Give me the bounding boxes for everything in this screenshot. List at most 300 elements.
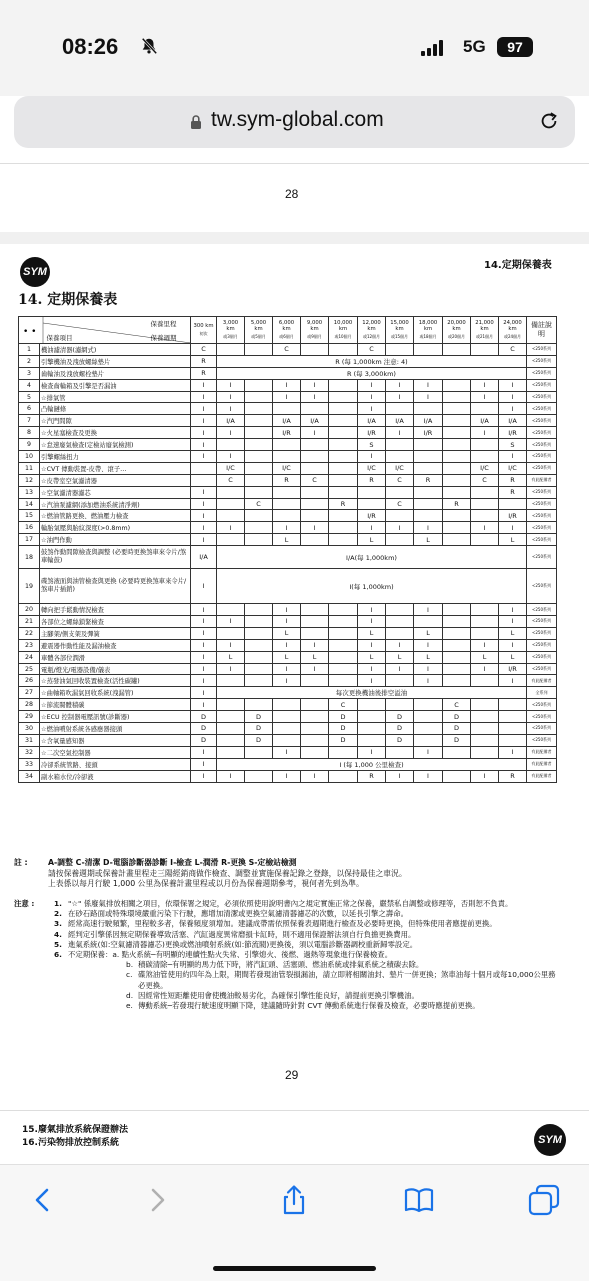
schedule-cell [217,510,245,522]
schedule-cell [329,415,358,427]
schedule-cell [273,699,301,711]
item-name: 鼓煞作動間隙檢查與調整 (必要時更換煞車來令片/煞車輪鼓) [40,546,191,569]
item-name: 轉向把手鬆動情況檢查 [40,604,191,616]
row-number: 10 [19,451,40,463]
schedule-cell: C [443,699,471,711]
schedule-cell [245,604,273,616]
schedule-cell [245,462,273,474]
subnote-text: 積碳清除─有明顯的馬力低下時，將汽缸頭、活塞頭、燃油系統或排氣系統之積碳去除。 [138,960,424,970]
schedule-cell: I [191,415,217,427]
schedule-cell: I [499,616,527,628]
schedule-cell [471,486,499,498]
schedule-cell: L [358,534,386,546]
schedule-cell: I [273,379,301,391]
mileage-header [386,317,414,344]
schedule-cell [471,616,499,628]
schedule-cell: D [443,723,471,735]
schedule-cell: I [358,403,386,415]
subnote-item [14,1001,559,1011]
schedule-cell: I/A [273,415,301,427]
period-value: 初次 [199,331,208,336]
schedule-cell: I [217,427,245,439]
note-text: 不定期保養：a. 點火系統─有明顯的連續性點火失常、引擎熄火、後燃、過熱等現象進行保養檢查。 [68,950,393,960]
row-number: 15 [19,510,40,522]
status-time: 08:26 [62,34,119,59]
lock-icon [190,114,202,130]
item-name: ☆蒸發油氣回收裝置檢查(活性碳罐) [40,675,191,687]
schedule-cell [329,462,358,474]
row-number: 19 [19,569,40,604]
page-gap [0,232,589,244]
schedule-cell [471,723,499,735]
item-name: ☆節流閥體積碳 [40,699,191,711]
subnote-text: 碟煞油管使用約四年為上限，期間若發現油管裂損漏油，請立即將相關油封、墊片一併更換；煞車油每十個月或每10,000公里務必更換。 [138,970,556,990]
period-value: 或20個月 [447,334,466,339]
schedule-cell: I [191,770,217,782]
schedule-cell: D [245,711,273,723]
schedule-cell: I/C [471,462,499,474]
schedule-cell [273,486,301,498]
item-name: 引擎機油及洩放螺絲墊片 [40,355,191,367]
period-value: 或5個月 [251,334,266,339]
schedule-cell [443,616,471,628]
row-note: <250系列 [527,546,557,569]
schedule-cell [329,522,358,534]
row-note: <250系列 [527,651,557,663]
schedule-cell [217,604,245,616]
tabs-icon[interactable] [527,1183,561,1217]
schedule-cell: R [191,367,217,379]
row-note: 有此配備者 [527,758,557,770]
schedule-cell [471,675,499,687]
schedule-cell: R [329,498,358,510]
note-number: 4. [54,929,62,939]
schedule-cell: I [358,451,386,463]
period-value: 或6個月 [279,334,294,339]
schedule-cell: I/C [217,462,245,474]
schedule-cell: I [191,699,217,711]
schedule-cell [358,723,386,735]
row-note: <250系列 [527,403,557,415]
sym-logo: SYM [534,1124,566,1156]
schedule-cell [245,534,273,546]
item-name: 車體各部位潤滑 [40,651,191,663]
item-name: 輪胎氣壓與胎紋深度(>0.8mm) [40,522,191,534]
page-number-bottom: 29 [285,1068,299,1082]
schedule-cell [191,474,217,486]
schedule-cell [499,711,527,723]
schedule-cell: I [191,675,217,687]
schedule-cell: I [358,616,386,628]
browser-toolbar [0,1164,589,1281]
schedule-cell: I [301,663,329,675]
schedule-cell [245,639,273,651]
schedule-cell: I [386,770,414,782]
table-row [19,627,557,639]
schedule-cell: C [386,498,414,510]
schedule-cell [414,344,443,356]
schedule-cell: C [273,344,301,356]
schedule-cell [414,498,443,510]
schedule-cell: I [499,403,527,415]
table-row [19,367,557,379]
item-name: ☆皮帶室空氣濾清器 [40,474,191,486]
schedule-cell: I [191,439,217,451]
row-number: 5 [19,391,40,403]
row-note: <250系列 [527,569,557,604]
schedule-cell: I [217,639,245,651]
schedule-cell: L [273,651,301,663]
schedule-cell [329,639,358,651]
item-name: ☆ECU 控制器電壓訊號(診斷器) [40,711,191,723]
schedule-cell: I [191,486,217,498]
schedule-cell [386,534,414,546]
schedule-cell: I [471,427,499,439]
row-note: <250系列 [527,663,557,675]
schedule-cell [358,734,386,746]
schedule-cell: L [358,651,386,663]
mileage-header [358,317,386,344]
row-number: 2 [19,355,40,367]
row-number: 7 [19,415,40,427]
row-number: 27 [19,687,40,699]
schedule-cell [414,510,443,522]
schedule-cell: I/R [273,427,301,439]
table-row [19,486,557,498]
schedule-cell [245,439,273,451]
schedule-cell [414,723,443,735]
schedule-cell: L [414,651,443,663]
schedule-cell [273,498,301,510]
schedule-cell: D [386,723,414,735]
schedule-cell: I [217,522,245,534]
row-note: <250系列 [527,616,557,628]
schedule-cell: I [191,663,217,675]
svg-text:• •: • • [23,327,37,337]
schedule-cell: R [499,770,527,782]
schedule-cell: I [217,770,245,782]
schedule-cell [443,639,471,651]
schedule-cell: I [358,746,386,758]
table-row [19,639,557,651]
back-icon[interactable] [26,1183,60,1217]
schedule-cell [329,534,358,546]
schedule-cell: I [358,604,386,616]
schedule-cell: I/C [499,462,527,474]
schedule-cell: I [414,379,443,391]
row-number: 18 [19,546,40,569]
schedule-cell: I [414,675,443,687]
note-text: 進氣系統(如:空氣濾清器濾芯)更換或燃油噴射系統(如:節流閥)更換後，須以電腦診斷器調校重新歸零設定。 [68,939,418,949]
schedule-cell [443,770,471,782]
schedule-cell [301,344,329,356]
schedule-cell [386,486,414,498]
table-row [19,699,557,711]
item-name: 齒輪油及洩放螺栓墊片 [40,367,191,379]
schedule-cell: I/A [301,415,329,427]
row-number: 14 [19,498,40,510]
row-number: 16 [19,522,40,534]
schedule-cell: I [191,534,217,546]
row-note: <250系列 [527,723,557,735]
schedule-cell: I [273,391,301,403]
schedule-cell [414,486,443,498]
divider [0,163,589,164]
table-row [19,663,557,675]
schedule-cell: D [191,734,217,746]
schedule-cell [301,723,329,735]
item-name: ☆汽油泵濾網(添加燃油系統清淨劑) [40,498,191,510]
page-title: 14. 定期保養表 [18,292,118,308]
schedule-cell: C [386,474,414,486]
schedule-cell: S [358,439,386,451]
item-name: ☆怠速廢氣檢查(定檢站廢氣檢測) [40,439,191,451]
schedule-cell [414,462,443,474]
schedule-cell [443,534,471,546]
schedule-cell: I/A [471,415,499,427]
item-name: ☆油門作動 [40,534,191,546]
schedule-cell: C [471,474,499,486]
schedule-cell [217,723,245,735]
schedule-cell [471,711,499,723]
schedule-cell [301,711,329,723]
header-mileage-label: 保養里程 [150,319,177,328]
url-text[interactable]: tw.sym-global.com [211,108,384,131]
network-type: 5G [463,37,486,56]
schedule-cell: I [301,379,329,391]
schedule-cell [443,379,471,391]
row-note: <250系列 [527,391,557,403]
note-text: 在砂石路面或特殊環境嚴重污染下行駛，應增加清潔或更換空氣濾清器濾芯的次數，以延長引擎之壽命。 [68,909,408,919]
schedule-cell: R [499,474,527,486]
schedule-cell: I [191,427,217,439]
table-row [19,415,557,427]
row-note: 有此配備者 [527,474,557,486]
schedule-cell [217,534,245,546]
mileage-header [471,317,499,344]
row-note: <250系列 [527,711,557,723]
schedule-cell: I/C [273,462,301,474]
schedule-cell [386,344,414,356]
schedule-cell [301,462,329,474]
schedule-cell: I [414,522,443,534]
schedule-cell: C [301,474,329,486]
schedule-cell [245,403,273,415]
row-number: 4 [19,379,40,391]
schedule-cell: I [414,663,443,675]
schedule-cell [386,510,414,522]
table-row [19,462,557,474]
schedule-cell: I [499,451,527,463]
row-number: 32 [19,746,40,758]
schedule-cell: I [471,379,499,391]
row-note: <250系列 [527,510,557,522]
schedule-cell [358,699,386,711]
table-row [19,734,557,746]
battery-indicator: 97 [497,37,533,57]
note-header: 備註說明 [527,317,557,344]
schedule-cell [329,391,358,403]
row-note: <250系列 [527,699,557,711]
schedule-cell [443,604,471,616]
mileage-header [245,317,273,344]
mileage-header [329,317,358,344]
schedule-cell [273,723,301,735]
table-row [19,451,557,463]
schedule-cell [329,770,358,782]
schedule-cell: S [499,439,527,451]
item-name: 碟煞液面與油管檢查與更換 (必要時更換煞車來令片/煞車片插銷) [40,569,191,604]
schedule-cell: I [273,639,301,651]
schedule-cell: I [358,639,386,651]
book-icon[interactable] [402,1183,436,1217]
schedule-cell: C [217,474,245,486]
schedule-cell: I [414,770,443,782]
schedule-cell: D [191,711,217,723]
schedule-cell: I/R [499,510,527,522]
table-row [19,379,557,391]
schedule-cell [273,439,301,451]
share-icon[interactable] [277,1183,311,1217]
schedule-cell [358,711,386,723]
schedule-cell [329,344,358,356]
schedule-cell [386,403,414,415]
mileage-value: 21,000 km [475,320,494,332]
schedule-cell: R [273,474,301,486]
subnote-letter: b. [126,960,134,970]
address-bar[interactable] [14,96,575,148]
schedule-cell [386,451,414,463]
mileage-value: 6,000 km [278,320,295,332]
schedule-cell: D [386,711,414,723]
schedule-cell: I/A [191,546,217,569]
schedule-cell [273,403,301,415]
home-indicator [213,1266,376,1271]
schedule-cell [443,486,471,498]
schedule-cell: I/R [358,510,386,522]
schedule-cell: I [358,391,386,403]
schedule-cell: I [499,675,527,687]
schedule-cell [386,604,414,616]
schedule-cell: I [499,391,527,403]
schedule-cell [443,663,471,675]
subnote-text: 因經常性短距離使用會使機油較易劣化，為確保引擎性能良好，請提前更換引擎機油。 [138,990,419,1000]
row-number: 21 [19,616,40,628]
mileage-value: 20,000 km [447,320,466,332]
schedule-cell: I [471,639,499,651]
row-note: <250系列 [527,639,557,651]
note-text: "☆" 係廢氣排放相關之項目，依環保署之規定，必須依照使用說明書內之規定實施正常之保養，嚴禁私自調整或修理等，否則恕不負責。 [68,899,513,908]
subnote-letter: d. [126,990,134,1000]
legend [14,858,559,890]
period-value: 或24個月 [503,334,522,339]
row-note: <250系列 [527,379,557,391]
table-row [19,569,557,604]
item-name: ☆火星塞檢查及更換 [40,427,191,439]
schedule-cell: I [191,569,217,604]
schedule-cell [414,439,443,451]
row-number: 33 [19,758,40,770]
row-number: 31 [19,734,40,746]
schedule-cell [245,663,273,675]
row-number: 11 [19,462,40,474]
item-name: 凸輪鏈條 [40,403,191,415]
notes-label: 注意 : [14,899,35,908]
schedule-cell [245,522,273,534]
mileage-header [191,317,217,344]
schedule-cell: D [386,734,414,746]
schedule-cell: L [471,651,499,663]
schedule-cell: I [191,451,217,463]
table-row [19,427,557,439]
table-corner-header [19,317,191,344]
reload-icon[interactable] [538,110,560,132]
schedule-cell [245,391,273,403]
schedule-span-cell: 每次更換機油後排空溢油 [217,687,527,699]
row-note: <250系列 [527,486,557,498]
schedule-cell: I [414,639,443,651]
schedule-cell [301,627,329,639]
schedule-cell: I [191,627,217,639]
schedule-cell [301,734,329,746]
schedule-cell [217,344,245,356]
schedule-cell: I/A [499,415,527,427]
schedule-cell: I [386,639,414,651]
schedule-cell: I [191,403,217,415]
schedule-cell [301,746,329,758]
mileage-value: 24,000 km [503,320,522,332]
schedule-cell: L [273,534,301,546]
schedule-cell [386,627,414,639]
row-number: 1 [19,344,40,356]
schedule-cell [471,439,499,451]
mileage-header [301,317,329,344]
item-name: ☆含氧量感知器 [40,734,191,746]
item-name: 各部位之螺絲鎖緊檢查 [40,616,191,628]
schedule-cell [217,711,245,723]
row-number: 12 [19,474,40,486]
schedule-cell [217,746,245,758]
schedule-cell: I/R [499,427,527,439]
forward-icon[interactable] [140,1183,174,1217]
note-item [14,899,559,909]
note-number: 6. [54,950,62,960]
row-number: 6 [19,403,40,415]
schedule-cell: I [301,770,329,782]
schedule-cell: I/R [358,427,386,439]
table-row [19,474,557,486]
row-number: 30 [19,723,40,735]
schedule-span-cell: I/A(每 1,000km) [217,546,527,569]
schedule-cell [329,474,358,486]
note-text: 經判定引擎係因無定期保養導致活塞、汽缸過度異常磨損卡缸時，則不適用保證辦法須自行負擔更換費用。 [68,929,416,939]
schedule-cell: I [217,663,245,675]
header-period-label: 保養週期 [150,333,177,342]
table-row [19,651,557,663]
mileage-value: 10,000 km [333,320,353,332]
note-text: 經常高速行駛頻繁，里程較多者，保養頻度須增加。建議成帶需依照保養表週期進行檢查及必要時更換，但特殊使用者應提前更換。 [68,919,497,929]
schedule-cell: L [414,534,443,546]
signal-icon [421,40,451,56]
legend-label: 註 : [14,858,28,867]
schedule-cell [443,462,471,474]
schedule-cell [301,403,329,415]
mileage-header [414,317,443,344]
schedule-cell [443,415,471,427]
mileage-value: 3,000 km [222,320,239,332]
schedule-cell [273,734,301,746]
schedule-cell: I [217,616,245,628]
